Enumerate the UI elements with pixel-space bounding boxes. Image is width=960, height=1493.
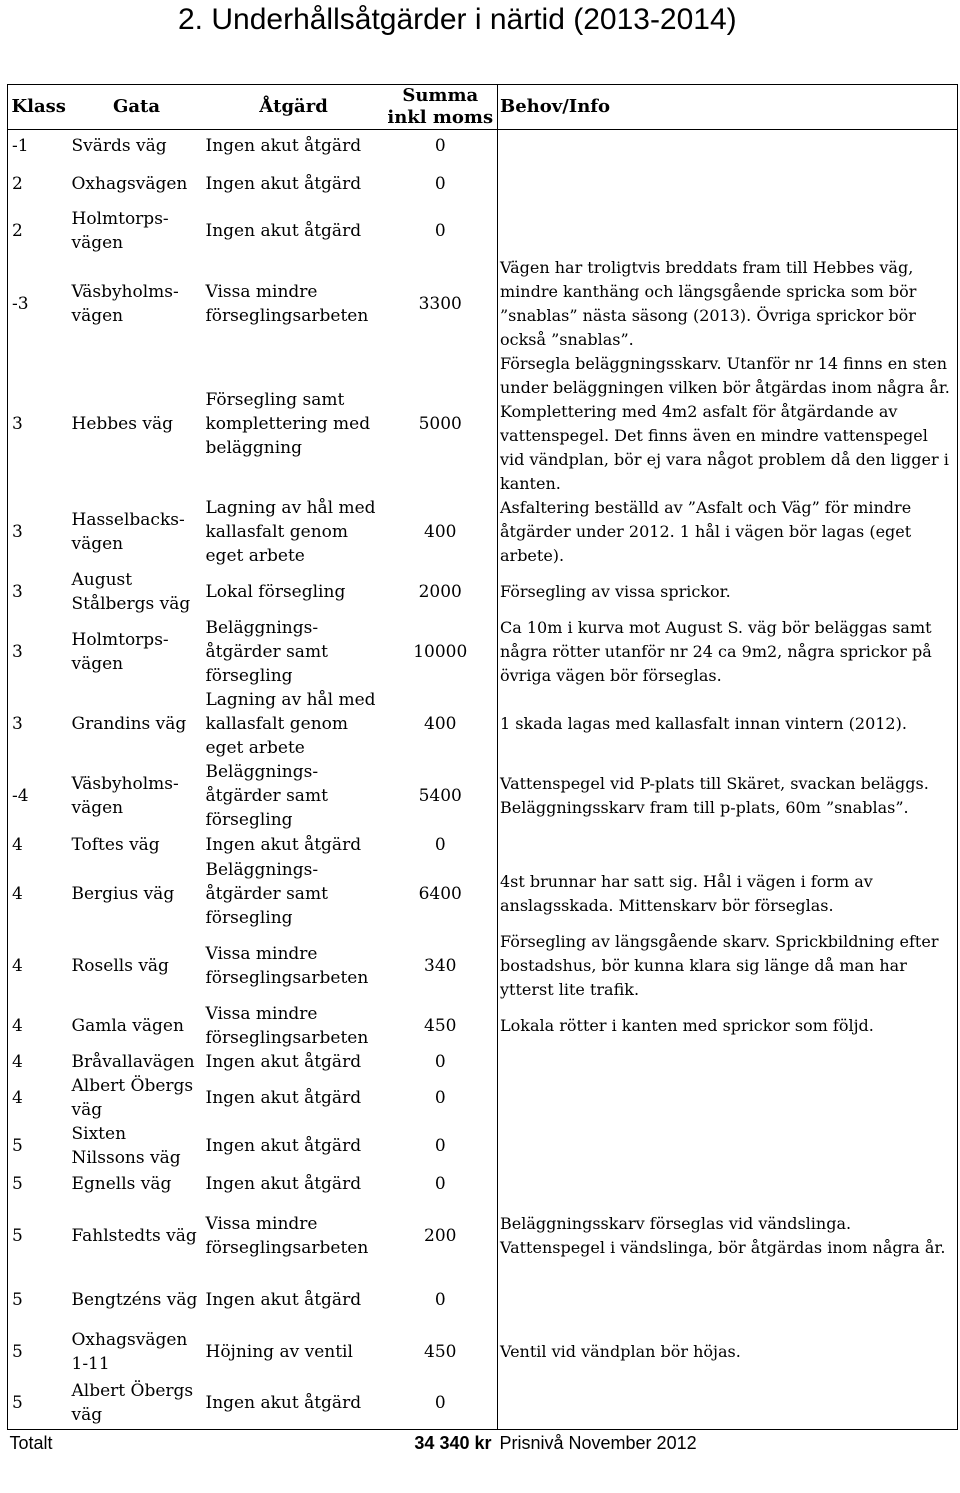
cell-gata: Oxhagsvägen 1-11 (71, 1329, 188, 1374)
cell-klass: 5 (8, 1378, 70, 1430)
cell-info: Lokala rötter i kanten med sprickor som följd. (498, 1002, 958, 1050)
cell-summa: 0 (434, 173, 446, 194)
cell-summa: 0 (434, 220, 446, 241)
table-row (8, 688, 958, 760)
header-behov: Behov/Info (498, 85, 958, 130)
cell-gata: Väsbyholms-vägen (71, 281, 179, 326)
table-row (8, 1122, 958, 1170)
cell-summa: 10000 (413, 641, 468, 662)
cell-atgard: Ingen akut åtgärd (205, 1393, 362, 1414)
table-row (8, 1002, 958, 1050)
cell-klass: 3 (8, 352, 70, 496)
cell-info: Vattenspegel vid P-plats till Skäret, svackan beläggs. Beläggningsskarv fram till p-plats, 60m ”snablas”. (498, 760, 958, 832)
cell-klass: 4 (8, 832, 70, 858)
cell-info: 1 skada lagas med kallasfalt innan vintern (2012). (498, 688, 958, 760)
cell-info: Försegling av vissa sprickor. (498, 568, 958, 616)
cell-info: 4st brunnar har satt sig. Hål i vägen i form av anslagsskada. Mittenskarv bör förseglas. (498, 858, 958, 930)
table-row (8, 496, 958, 568)
cell-info: Beläggningsskarv förseglas vid vändslinga. Vattenspegel i vändslinga, bör åtgärdas inom några år. (498, 1198, 958, 1274)
cell-atgard: Höjning av ventil (205, 1341, 353, 1362)
total-row (8, 1430, 958, 1456)
cell-klass: 5 (8, 1274, 70, 1326)
cell-klass: 3 (8, 568, 70, 616)
cell-atgard: Vissa mindre förseglingsarbeten (205, 281, 369, 326)
cell-summa: 0 (434, 1173, 446, 1194)
table-row (8, 130, 958, 162)
table-row (8, 1170, 958, 1198)
cell-info (498, 1378, 958, 1430)
cell-klass: 4 (8, 1002, 70, 1050)
table-header-row (8, 85, 958, 130)
cell-summa: 400 (424, 713, 457, 734)
table-row (8, 832, 958, 858)
table-row (8, 568, 958, 616)
cell-info (498, 130, 958, 162)
header-summa: Summa inkl moms (384, 85, 498, 130)
cell-gata: Toftes väg (71, 834, 160, 855)
cell-gata: Grandins väg (71, 713, 187, 734)
cell-summa: 450 (424, 1015, 457, 1036)
cell-atgard: Ingen akut åtgärd (205, 834, 362, 855)
cell-klass: -1 (8, 130, 70, 162)
cell-gata: Bråvallavägen (71, 1051, 195, 1072)
cell-info: Ca 10m i kurva mot August S. väg bör beläggas samt några rötter utanför nr 24 ca 9m2, några sprickor på övriga vägen bör förseglas. (498, 616, 958, 688)
cell-gata: Albert Öbergs väg (71, 1381, 194, 1426)
cell-gata: Bergius väg (71, 883, 175, 904)
cell-atgard: Försegling samt komplettering med beläggning (205, 389, 371, 458)
cell-atgard: Ingen akut åtgärd (205, 1289, 362, 1310)
cell-klass: 4 (8, 930, 70, 1002)
header-atgard: Åtgärd (204, 85, 384, 130)
cell-gata: Hasselbacks-vägen (71, 509, 185, 554)
cell-atgard: Vissa mindre förseglingsarbeten (205, 1213, 369, 1258)
cell-gata: Egnells väg (71, 1173, 172, 1194)
cell-atgard: Ingen akut åtgärd (205, 1051, 362, 1072)
cell-info (498, 1170, 958, 1198)
cell-atgard: Ingen akut åtgärd (205, 173, 362, 194)
table-row (8, 352, 958, 496)
cell-info: Ventil vid vändplan bör höjas. (498, 1326, 958, 1378)
price-level-note: Prisnivå November 2012 (498, 1430, 958, 1456)
cell-summa: 6400 (418, 883, 462, 904)
cell-info (498, 1050, 958, 1074)
table-row (8, 1326, 958, 1378)
cell-info: Försegling av längsgående skarv. Sprickbildning efter bostadshus, bör kunna klara sig länge då man har ytterst lite trafik. (498, 930, 958, 1002)
cell-gata: Albert Öbergs väg (71, 1075, 194, 1120)
cell-atgard: Vissa mindre förseglingsarbeten (205, 1003, 369, 1048)
cell-atgard: Lagning av hål med kallasfalt genom eget arbete (205, 689, 376, 758)
cell-gata: Holmtorps-vägen (71, 629, 169, 674)
cell-summa: 0 (434, 1051, 446, 1072)
table-row (8, 1198, 958, 1274)
cell-summa: 200 (424, 1225, 457, 1246)
total-sum: 34 340 kr (384, 1430, 498, 1456)
cell-gata: Oxhagsvägen (71, 173, 188, 194)
table-row (8, 760, 958, 832)
cell-gata: Bengtzéns väg (71, 1289, 198, 1310)
cell-summa: 3300 (418, 293, 462, 314)
cell-klass: 2 (8, 206, 70, 256)
cell-summa: 0 (434, 1087, 446, 1108)
cell-klass: 3 (8, 688, 70, 760)
cell-gata: Svärds väg (71, 135, 167, 156)
cell-klass: 4 (8, 1050, 70, 1074)
cell-atgard: Vissa mindre förseglingsarbeten (205, 943, 369, 988)
cell-info: Asfaltering beställd av ”Asfalt och Väg” för mindre åtgärder under 2012. 1 hål i vägen bör lagas (eget arbete). (498, 496, 958, 568)
table-row (8, 1074, 958, 1122)
cell-klass: 2 (8, 162, 70, 206)
table-row (8, 1274, 958, 1326)
cell-summa: 400 (424, 521, 457, 542)
cell-klass: 4 (8, 858, 70, 930)
cell-atgard: Ingen akut åtgärd (205, 1135, 362, 1156)
cell-summa: 450 (424, 1341, 457, 1362)
cell-summa: 0 (434, 1135, 446, 1156)
cell-atgard: Ingen akut åtgärd (205, 135, 362, 156)
cell-klass: -4 (8, 760, 70, 832)
cell-gata: August Stålbergs väg (71, 569, 191, 614)
cell-klass: 3 (8, 616, 70, 688)
cell-info: Vägen har troligtvis breddats fram till Hebbes väg, mindre kanthäng och längsgående spricka som bör ”snablas” nästa säsong (2013). Övriga sprickor bör också ”snablas”. (498, 256, 958, 352)
cell-summa: 0 (434, 834, 446, 855)
cell-summa: 5000 (418, 413, 462, 434)
cell-info (498, 1122, 958, 1170)
table-row (8, 162, 958, 206)
cell-gata: Holmtorps-vägen (71, 208, 169, 253)
cell-gata: Hebbes väg (71, 413, 173, 434)
cell-summa: 0 (434, 135, 446, 156)
cell-summa: 0 (434, 1289, 446, 1310)
table-row (8, 858, 958, 930)
page-title: 2. Underhållsåtgärder i närtid (2013-2014) (178, 3, 737, 36)
cell-info (498, 162, 958, 206)
cell-atgard: Ingen akut åtgärd (205, 1087, 362, 1108)
header-klass: Klass (8, 85, 70, 130)
cell-gata: Fahlstedts väg (71, 1225, 197, 1246)
cell-klass: 5 (8, 1326, 70, 1378)
cell-info: Försegla beläggningsskarv. Utanför nr 14 finns en sten under beläggningen vilken bör åtgärdas inom några år. Komplettering med 4m2 asfalt för åtgärdande av vattenspegel. Det finns även en mindre vattenspegel vid vändplan, bör ej vara något problem då den ligger i kanten. (498, 352, 958, 496)
total-label: Totalt (8, 1430, 204, 1456)
cell-gata: Gamla vägen (71, 1015, 184, 1036)
cell-gata: Väsbyholms-vägen (71, 773, 179, 818)
cell-summa: 2000 (418, 581, 462, 602)
table-row (8, 1378, 958, 1430)
cell-atgard: Ingen akut åtgärd (205, 1173, 362, 1194)
cell-klass: -3 (8, 256, 70, 352)
cell-atgard: Beläggnings-åtgärder samt försegling (205, 761, 328, 830)
cell-klass: 5 (8, 1198, 70, 1274)
cell-gata: Sixten Nilssons väg (71, 1123, 181, 1168)
cell-info (498, 1074, 958, 1122)
table-row (8, 1050, 958, 1074)
cell-klass: 3 (8, 496, 70, 568)
table-body (8, 130, 958, 1430)
cell-summa: 5400 (418, 785, 462, 806)
cell-atgard: Lokal försegling (205, 581, 346, 602)
header-gata: Gata (70, 85, 204, 130)
cell-atgard: Ingen akut åtgärd (205, 220, 362, 241)
cell-info (498, 206, 958, 256)
table-row (8, 616, 958, 688)
table-row (8, 256, 958, 352)
cell-info (498, 832, 958, 858)
cell-klass: 4 (8, 1074, 70, 1122)
cell-atgard: Beläggnings-åtgärder samt försegling (205, 617, 328, 686)
cell-klass: 5 (8, 1170, 70, 1198)
maintenance-table (7, 84, 958, 1456)
cell-summa: 340 (424, 955, 457, 976)
cell-gata: Rosells väg (71, 955, 169, 976)
cell-atgard: Beläggnings-åtgärder samt försegling (205, 859, 328, 928)
table-row (8, 930, 958, 1002)
cell-info (498, 1274, 958, 1326)
table-row (8, 206, 958, 256)
cell-klass: 5 (8, 1122, 70, 1170)
cell-atgard: Lagning av hål med kallasfalt genom eget arbete (205, 497, 376, 566)
cell-summa: 0 (434, 1393, 446, 1414)
